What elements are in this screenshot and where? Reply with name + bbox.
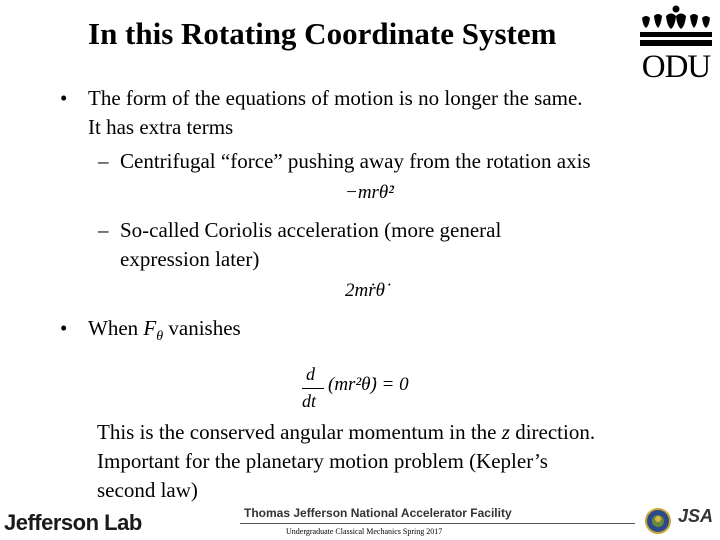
bullet-marker: • bbox=[60, 86, 68, 110]
bullet1-line1: The form of the equations of motion is no longer the same. bbox=[88, 86, 583, 110]
sub-bullet-dash: – bbox=[98, 218, 109, 242]
doe-seal-icon bbox=[645, 508, 671, 534]
bullet2-text bbox=[88, 313, 241, 352]
odu-logo bbox=[636, 4, 716, 84]
conclusion-line1-prefix: This is the conserved angular momentum in the bbox=[97, 420, 502, 444]
conclusion-line3: second law) bbox=[97, 478, 198, 502]
jefferson-lab-logo: Jefferson Lab bbox=[4, 510, 142, 535]
facility-name: Thomas Jefferson National Accelerator Facility bbox=[244, 506, 512, 520]
theta-subscript: θ bbox=[156, 329, 164, 345]
course-label: Undergraduate Classical Mechanics Spring 2017 bbox=[286, 527, 443, 536]
sub-bullet-dash: – bbox=[98, 149, 109, 173]
eq-numerator: d bbox=[306, 364, 315, 384]
centrifugal-equation: −mrθ̇² bbox=[345, 182, 394, 203]
centrifugal-text: Centrifugal “force” pushing away from the rotation axis bbox=[120, 149, 591, 173]
coriolis-equation: 2mṙθ̇ bbox=[345, 280, 385, 301]
z-variable: z bbox=[501, 420, 510, 444]
angular-momentum-equation bbox=[300, 364, 440, 414]
eq-denominator: dt bbox=[302, 391, 317, 411]
bullet-marker: • bbox=[60, 316, 68, 340]
odu-wordmark: ODU bbox=[641, 49, 711, 85]
jsa-logo: JSA bbox=[678, 506, 714, 526]
bullet2-prefix: When bbox=[88, 316, 144, 340]
slide-title: In this Rotating Coordinate System bbox=[88, 16, 557, 51]
fraction-bar bbox=[302, 388, 324, 389]
coriolis-text-line2: expression later) bbox=[120, 247, 260, 271]
conclusion-line1-suffix: direction. bbox=[509, 420, 596, 444]
force-symbol: F bbox=[143, 316, 157, 340]
bullet2-suffix: vanishes bbox=[163, 316, 241, 340]
eq-body: (mr²θ̇) = 0 bbox=[328, 374, 409, 395]
crown-icon bbox=[636, 4, 716, 50]
coriolis-text-line1: So-called Coriolis acceleration (more general bbox=[120, 218, 502, 242]
footer-divider bbox=[240, 523, 635, 524]
slide-footer bbox=[0, 502, 720, 540]
bullet1-line2: It has extra terms bbox=[88, 115, 234, 139]
conclusion-line2: Important for the planetary motion problem (Kepler’s bbox=[97, 449, 548, 473]
conclusion-line1 bbox=[97, 417, 595, 447]
